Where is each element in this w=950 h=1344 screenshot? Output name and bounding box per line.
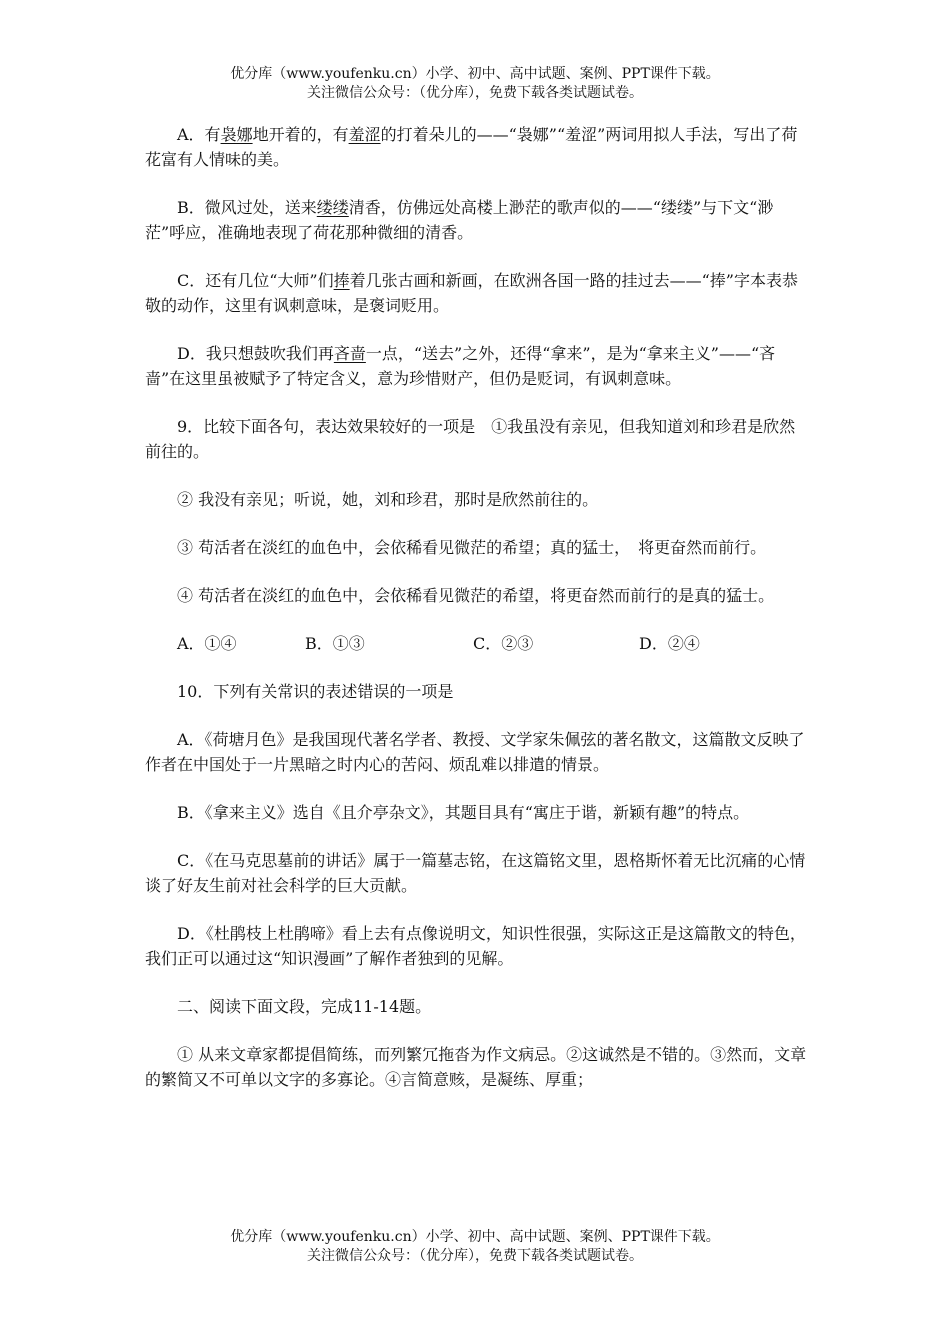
q9-option-c: C．②③ [473,634,534,653]
section-2-title: 二、阅读下面文段，完成11-14题。 [177,997,432,1016]
q8-option-d: D．我只想鼓吹我们再吝啬一点，“送去”之外，还得“拿来”，是为“拿来主义”——“吝啬”在这里虽被赋予了特定含义，意为珍惜财产，但仍是贬词，有讽刺意味。 [145,344,776,388]
q9-sentence-3: ③ 苟活者在淡红的血色中，会依稀看见微茫的希望；真的猛士， 将更奋然而前行。 [177,538,767,557]
q9-sentence-4: ④ 苟活者在淡红的血色中，会依稀看见微茫的希望，将更奋然而前行的是真的猛士。 [177,586,775,605]
q10-option-c: C．《在马克思墓前的讲话》属于一篇墓志铭，在这篇铭文里，恩格斯怀着无比沉痛的心情谈了好友生前对社会科学的巨大贡献。 [145,851,806,895]
q9-option-a: A．①④ [177,634,237,653]
underlined-word: 袅娜 [220,125,253,144]
header-line-2: 关注微信公众号：（优分库），免费下载各类试题试卷。 [307,85,643,101]
page-header [0,65,950,103]
underlined-word: 吝啬 [333,344,366,363]
q9-options [145,631,810,656]
section-2-passage: ① 从来文章家都提倡简练，而列繁冗拖沓为作文病忌。②这诚然是不错的。③然而，文章的繁简又不可单以文字的多寡论。④言简意赅，是凝练、厚重； [145,1045,807,1089]
q8-option-a: A．有袅娜地开着的，有羞涩的打着朵儿的——“袅娜”“羞涩”两词用拟人手法，写出了荷花富有人情味的美。 [145,125,798,169]
footer-line-1: 优分库（www.youfenku.cn）小学、初中、高中试题、案例、PPT课件下载。 [230,1229,720,1245]
page-footer [0,1228,950,1266]
q9-option-d: D．②④ [639,634,700,653]
q10-option-d: D．《杜鹃枝上杜鹃啼》看上去有点像说明文，知识性很强，实际这正是这篇散文的特色，我们正可以通过这“知识漫画”了解作者独到的见解。 [145,924,806,968]
underlined-word: 缕缕 [316,198,349,217]
q9-option-b: B．①③ [305,634,365,653]
q10-stem: 10．下列有关常识的表述错误的一项是 [177,682,454,701]
q8-option-b: B．微风过处，送来缕缕清香，仿佛远处高楼上渺茫的歌声似的——“缕缕”与下文“渺茫”呼应，准确地表现了荷花那种微细的清香。 [145,198,774,242]
header-line-1: 优分库（www.youfenku.cn）小学、初中、高中试题、案例、PPT课件下载。 [230,66,720,82]
underlined-word: 捧 [333,271,350,290]
q10-option-a: A．《荷塘月色》是我国现代著名学者、教授、文学家朱佩弦的著名散文，这篇散文反映了作者在中国处于一片黑暗之时内心的苦闷、烦乱难以排遣的情景。 [145,730,805,774]
document-body [145,122,810,1115]
footer-line-2: 关注微信公众号：（优分库），免费下载各类试题试卷。 [307,1248,643,1264]
q9-sentence-2: ② 我没有亲见；听说，她，刘和珍君，那时是欣然前往的。 [177,490,599,509]
q8-option-c: C．还有几位“大师”们捧着几张古画和新画，在欧洲各国一路的挂过去——“捧”字本表恭敬的动作，这里有讽刺意味，是褒词贬用。 [145,271,798,315]
underlined-word: 羞涩 [348,125,381,144]
q10-option-b: B．《拿来主义》选自《且介亭杂文》，其题目具有“寓庄于谐，新颖有趣”的特点。 [177,803,750,822]
q9-stem: 9．比较下面各句，表达效果较好的一项是 ①我虽没有亲见，但我知道刘和珍君是欣然前往的。 [145,417,796,461]
